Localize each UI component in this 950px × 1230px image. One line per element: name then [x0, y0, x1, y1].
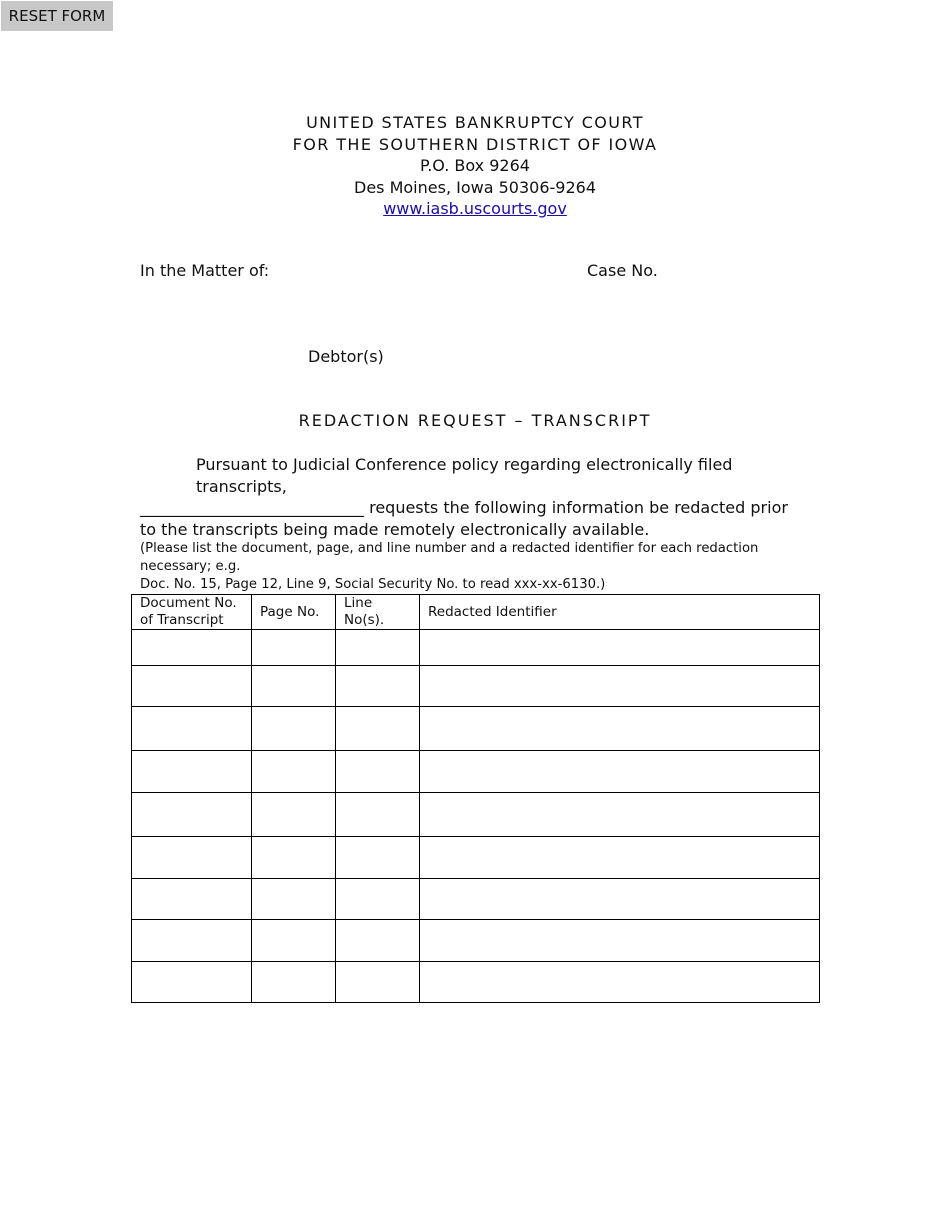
redacted-identifier-field[interactable] [420, 707, 819, 750]
table-cell [420, 920, 820, 962]
debtor-label: Debtor(s) [308, 347, 384, 366]
redacted-identifier-field[interactable] [420, 920, 819, 961]
table-cell [420, 879, 820, 920]
line-nos-field[interactable] [336, 707, 419, 750]
document-no-field[interactable] [132, 793, 251, 836]
table-cell [252, 920, 336, 962]
court-district: FOR THE SOUTHERN DISTRICT OF IOWA [292, 134, 658, 154]
table-cell [420, 793, 820, 837]
table-cell [132, 751, 252, 793]
header-redacted-identifier: Redacted Identifier [420, 595, 820, 630]
table-cell [336, 920, 420, 962]
line-nos-field[interactable] [336, 793, 419, 836]
redaction-table [131, 594, 820, 1003]
header-page-no: Page No. [252, 595, 336, 630]
paragraph-line: to the transcripts being made remotely electronically available. [140, 519, 650, 539]
table-cell [420, 666, 820, 707]
line-nos-field[interactable] [336, 837, 419, 878]
line-nos-field[interactable] [336, 666, 419, 706]
table-cell [132, 879, 252, 920]
court-name: UNITED STATES BANKRUPTCY COURT [306, 113, 644, 132]
table-cell [420, 962, 820, 1003]
case-number-label: Case No. [587, 261, 658, 280]
table-cell [252, 962, 336, 1003]
note-line: (Please list the document, page, and line number and a redacted identifier for each redaction necessary; e.g. [140, 541, 759, 574]
table-cell [252, 666, 336, 707]
document-no-field[interactable] [132, 879, 251, 919]
paragraph-line: Pursuant to Judicial Conference policy regarding electronically filed transcripts, [196, 455, 733, 496]
court-website-link[interactable]: www.iasb.uscourts.gov [383, 199, 567, 218]
page-no-field[interactable] [252, 751, 335, 792]
table-cell [252, 630, 336, 666]
table-cell [420, 707, 820, 751]
table-row [132, 630, 820, 666]
table-cell [252, 707, 336, 751]
table-cell [132, 630, 252, 666]
line-nos-field[interactable] [336, 630, 419, 665]
table-row [132, 666, 820, 707]
document-no-field[interactable] [132, 707, 251, 750]
page-no-field[interactable] [252, 920, 335, 961]
document-no-field[interactable] [132, 751, 251, 792]
page-no-field[interactable] [252, 666, 335, 706]
table-row [132, 879, 820, 920]
page-no-field[interactable] [252, 793, 335, 836]
redacted-identifier-field[interactable] [420, 666, 819, 706]
line-nos-field[interactable] [336, 920, 419, 961]
table-row [132, 962, 820, 1003]
table-cell [252, 751, 336, 793]
line-nos-field[interactable] [336, 962, 419, 1002]
table-cell [252, 793, 336, 837]
document-no-field[interactable] [132, 962, 251, 1002]
document-no-field[interactable] [132, 630, 251, 665]
note-line: Doc. No. 15, Page 12, Line 9, Social Security No. to read xxx-xx-6130.) [140, 577, 606, 592]
table-cell [132, 793, 252, 837]
table-cell [336, 879, 420, 920]
page-no-field[interactable] [252, 879, 335, 919]
table-cell [336, 666, 420, 707]
document-no-field[interactable] [132, 666, 251, 706]
redacted-identifier-field[interactable] [420, 630, 819, 665]
matter-label: In the Matter of: [140, 261, 270, 280]
page-no-field[interactable] [252, 837, 335, 878]
court-city: Des Moines, Iowa 50306-9264 [354, 177, 596, 197]
table-cell [336, 707, 420, 751]
table-cell [420, 751, 820, 793]
table-row [132, 793, 820, 837]
table-cell [336, 962, 420, 1003]
table-cell [132, 707, 252, 751]
line-nos-field[interactable] [336, 879, 419, 919]
table-cell [252, 879, 336, 920]
page-no-field[interactable] [252, 707, 335, 750]
court-header [0, 112, 950, 220]
table-cell [336, 837, 420, 879]
table-cell [132, 962, 252, 1003]
header-document-no: Document No. of Transcript [132, 595, 252, 630]
table-row [132, 837, 820, 879]
court-po-box: P.O. Box 9264 [420, 156, 530, 175]
page-no-field[interactable] [252, 630, 335, 665]
document-no-field[interactable] [132, 837, 251, 878]
form-title: REDACTION REQUEST – TRANSCRIPT [298, 411, 652, 430]
table-cell [132, 837, 252, 879]
table-cell [132, 920, 252, 962]
redacted-identifier-field[interactable] [420, 962, 819, 1002]
redacted-identifier-field[interactable] [420, 879, 819, 919]
table-cell [252, 837, 336, 879]
table-row [132, 707, 820, 751]
instructions-note [140, 540, 820, 594]
table-header-row [132, 595, 820, 630]
reset-form-button[interactable]: RESET FORM [1, 1, 113, 31]
document-no-field[interactable] [132, 920, 251, 961]
page-no-field[interactable] [252, 962, 335, 1002]
table-cell [132, 666, 252, 707]
table-cell [336, 630, 420, 666]
table-row [132, 920, 820, 962]
table-cell [420, 837, 820, 879]
line-nos-field[interactable] [336, 751, 419, 792]
table-cell [420, 630, 820, 666]
table-cell [336, 793, 420, 837]
header-line-nos: Line No(s). [336, 595, 420, 630]
redacted-identifier-field[interactable] [420, 793, 819, 836]
table-row [132, 751, 820, 793]
request-paragraph [140, 454, 810, 540]
redacted-identifier-field[interactable] [420, 837, 819, 878]
paragraph-line: ____________________________ requests the following information be redacted prior [140, 498, 788, 517]
redacted-identifier-field[interactable] [420, 751, 819, 792]
table-cell [336, 751, 420, 793]
